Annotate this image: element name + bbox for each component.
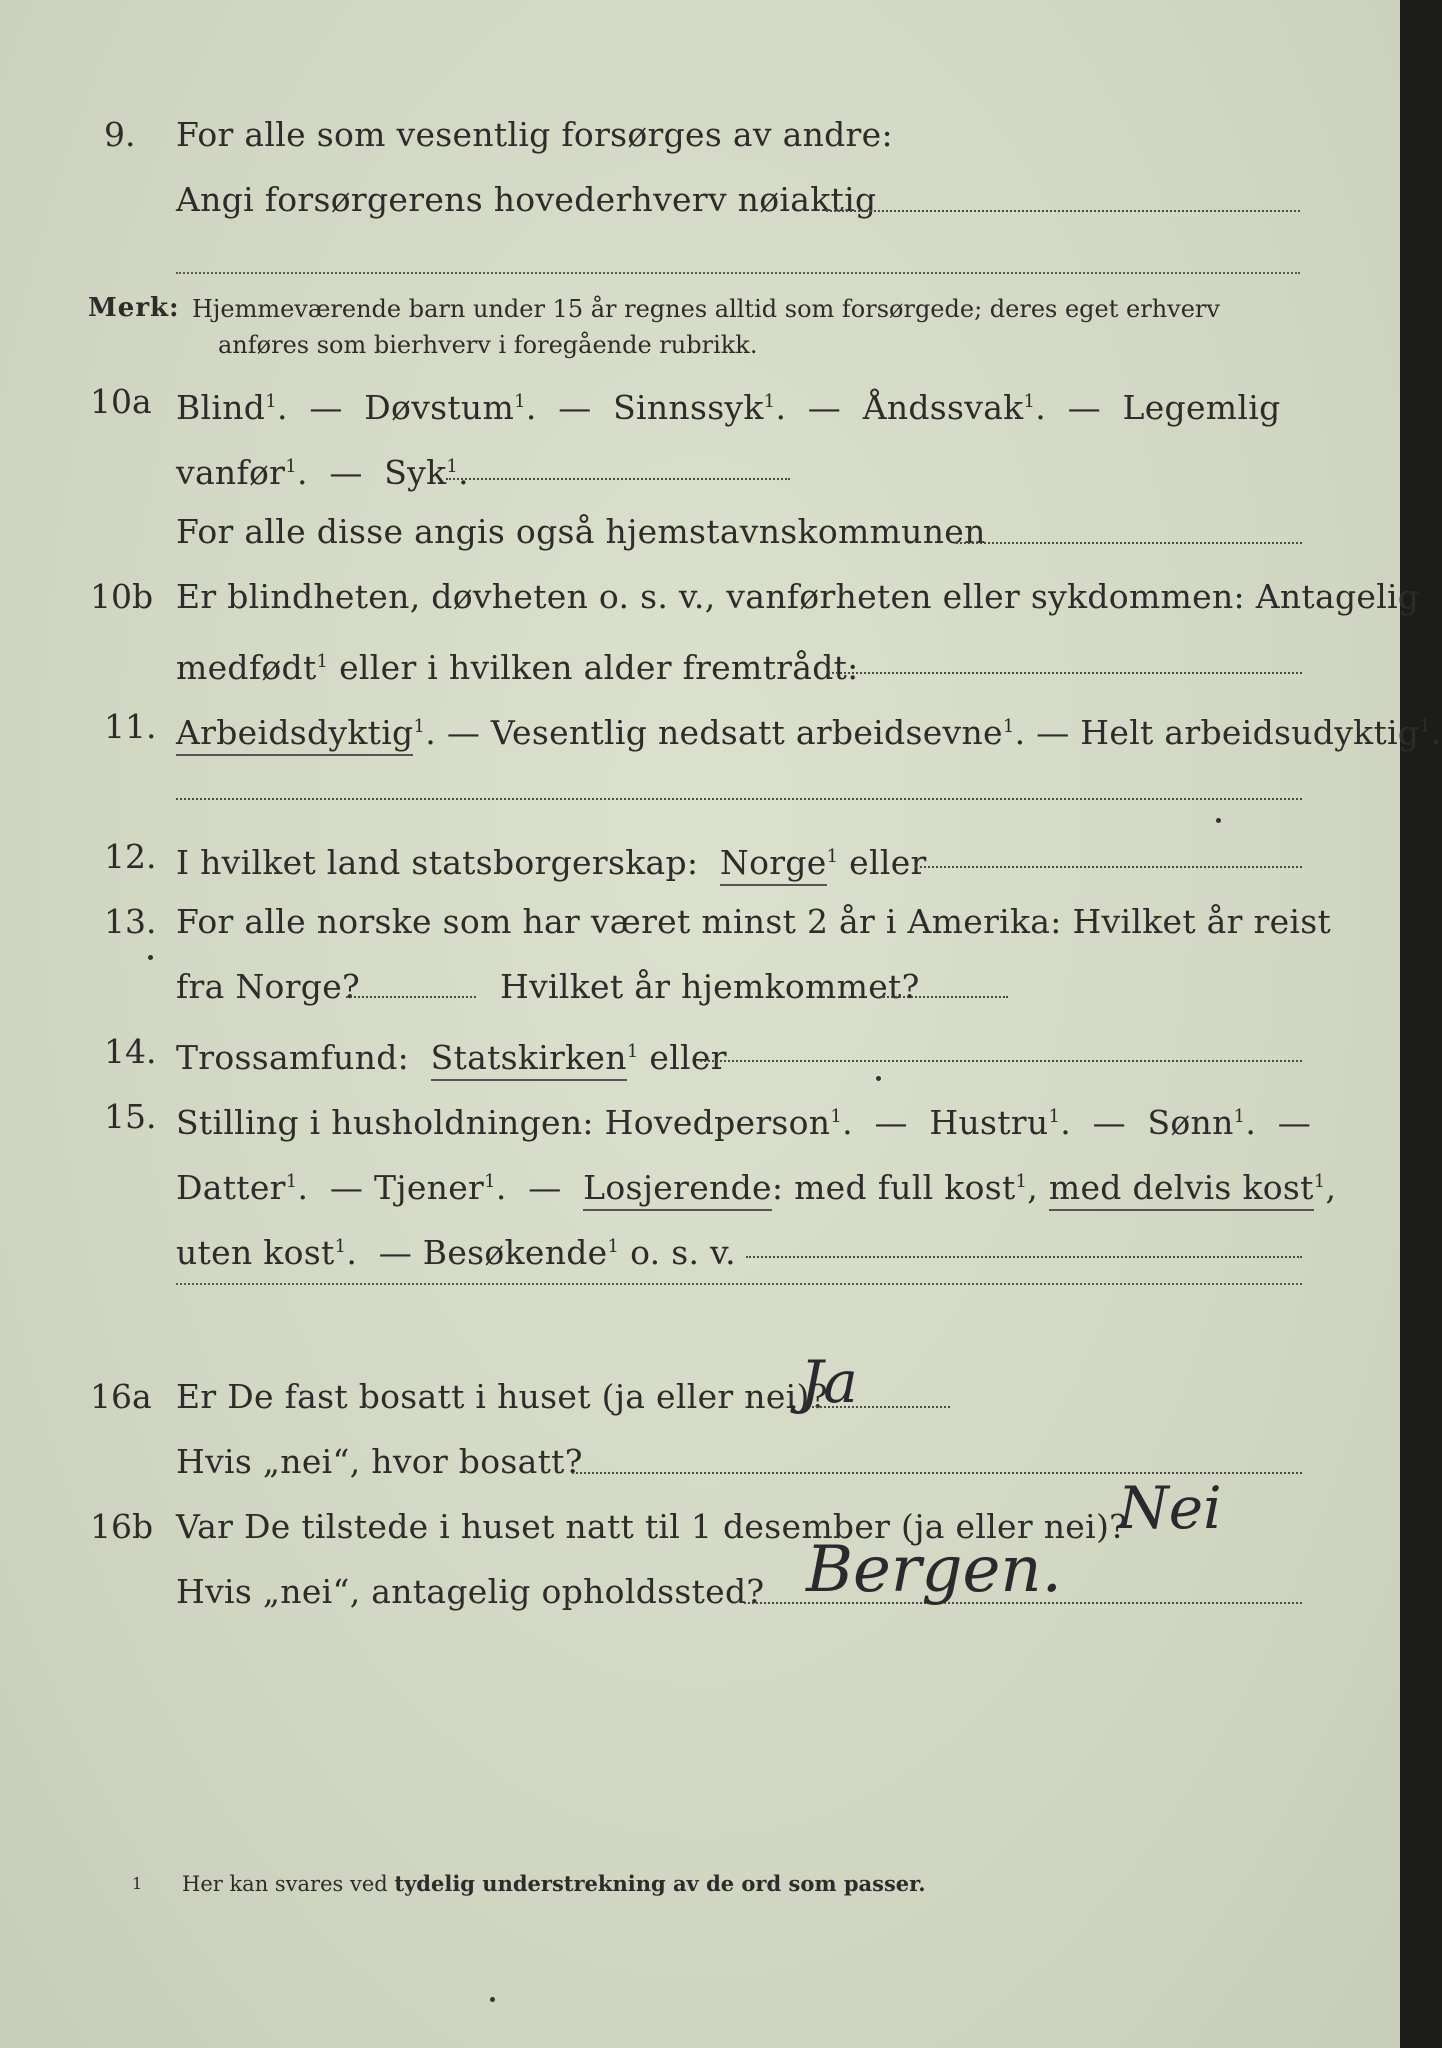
merk-text-line2: anføres som bierhverv i foregående rubrikk. xyxy=(218,331,758,359)
footnote-mark: 1 xyxy=(132,1874,143,1893)
q16b-handwritten-place: Bergen. xyxy=(806,1533,1062,1607)
merk-label: Merk: xyxy=(88,293,180,323)
item-number-10a: 10a xyxy=(90,382,152,421)
item-number-12: 12. xyxy=(104,837,157,876)
paper-speck xyxy=(148,955,153,960)
q10b-line2: medfødt$^1$ eller i hvilken alder fremtrådt: xyxy=(176,648,859,687)
q11-answer-line xyxy=(176,798,1302,800)
footnote-text: Her kan svares ved tydelig understrekning av de ord som passer. xyxy=(182,1871,926,1896)
item-number-10b: 10b xyxy=(90,577,154,616)
merk-text-line1: Hjemmeværende barn under 15 år regnes alltid som forsørgede; deres eget erhverv xyxy=(192,295,1220,323)
q9-line2: Angi forsørgerens hovederhverv nøiaktig xyxy=(176,180,877,219)
item-number-16a: 16a xyxy=(90,1377,152,1416)
q10a-kommune-line xyxy=(956,542,1302,544)
q16b-line2: Hvis „nei“, antagelig opholdssted? xyxy=(176,1572,765,1611)
q13-line1: For alle norske som har været minst 2 år i Amerika: Hvilket år reist xyxy=(176,902,1332,941)
q14-answer-line xyxy=(700,1060,1302,1062)
paper-speck xyxy=(1216,818,1221,823)
item-number-15: 15. xyxy=(104,1097,157,1136)
q15-line1: Stilling i husholdningen: Hovedperson$^1$. — Hustru$^1$. — Sønn$^1$. — xyxy=(176,1103,1312,1142)
q16b-handwritten-answer: Nei xyxy=(1118,1474,1222,1542)
q13-year-left-line xyxy=(346,996,476,998)
q16b-line1: Var De tilstede i huset natt til 1 desember (ja eller nei)? xyxy=(176,1507,1128,1546)
q10b-answer-line xyxy=(828,672,1302,674)
q12-line1: I hvilket land statsborgerskap: Norge$^1$ eller xyxy=(176,837,927,883)
separator-rule-2 xyxy=(176,1283,1302,1285)
q15-line3: uten kost$^1$. — Besøkende$^1$ o. s. v. xyxy=(176,1233,736,1272)
q10a-line1: Blind$^1$. — Døvstum$^1$. — Sinnssyk$^1$. — Åndssvak$^1$. — Legemlig xyxy=(176,388,1281,427)
q9-line1: For alle som vesentlig forsørges av andre: xyxy=(176,115,893,154)
paper-speck xyxy=(490,1997,495,2002)
item-number-9: 9. xyxy=(104,115,136,154)
q10a-line3: For alle disse angis også hjemstavnskommunen xyxy=(176,512,986,551)
q10b-line1: Er blindheten, døvheten o. s. v., vanførheten eller sykdommen: Antagelig xyxy=(176,577,1420,616)
q14-line1: Trossamfund: Statskirken$^1$ eller xyxy=(176,1032,727,1078)
q15-line2: Datter$^1$. — Tjener$^1$. — Losjerende: med full kost$^1$, med delvis kost$^1$, xyxy=(176,1162,1336,1208)
item-number-16b: 16b xyxy=(90,1507,154,1546)
q11-line1: Arbeidsdyktig$^1$. — Vesentlig nedsatt arbeidsevne$^1$. — Helt arbeidsudyktig$^1$. xyxy=(176,707,1442,753)
item-number-11: 11. xyxy=(104,707,157,746)
q15-answer-line xyxy=(746,1256,1302,1258)
paper-speck xyxy=(876,1076,881,1081)
q10a-line2: vanfør$^1$. — Syk$^1$. xyxy=(176,453,469,492)
q16a-line2: Hvis „nei“, hvor bosatt? xyxy=(176,1442,583,1481)
q12-answer-line xyxy=(915,866,1302,868)
q10a-answer-line xyxy=(446,478,790,480)
q16a-handwritten-answer: Ja xyxy=(800,1348,858,1416)
q9-answer-line xyxy=(826,210,1300,212)
item-number-14: 14. xyxy=(104,1032,157,1071)
item-number-13: 13. xyxy=(104,902,157,941)
q16a-line1: Er De fast bosatt i huset (ja eller nei)? xyxy=(176,1377,828,1416)
q13-line2: fra Norge? Hvilket år hjemkommet? xyxy=(176,967,920,1006)
q13-year-back-line xyxy=(880,996,1008,998)
separator-rule xyxy=(176,272,1300,274)
